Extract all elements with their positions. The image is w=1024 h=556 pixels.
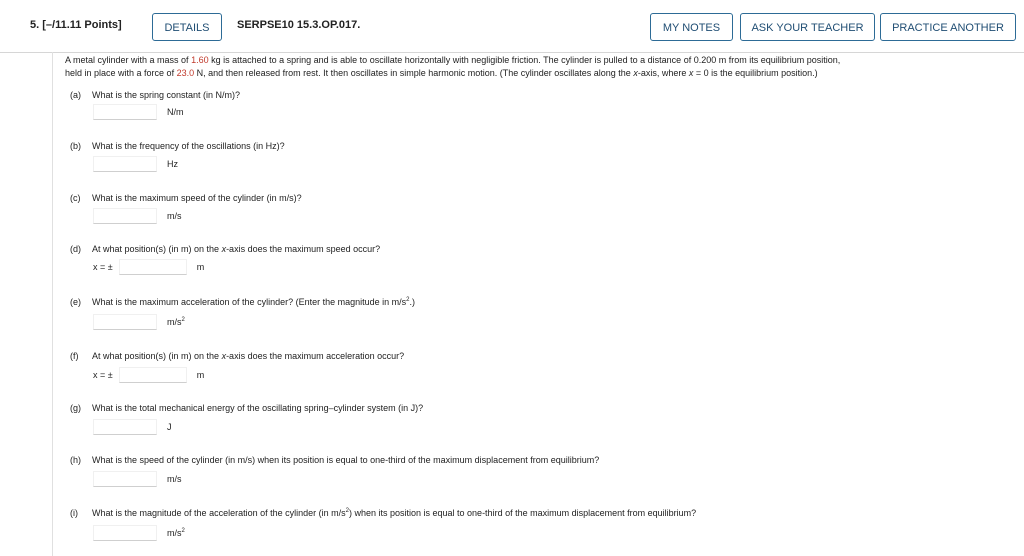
part-i-input[interactable] xyxy=(93,525,157,541)
part-e-answer: $m/s^2$ xyxy=(93,314,185,330)
part-e-question: (e) What is the maximum acceleration of the cylinder? (Enter the magnitude in $m/s^2$.) xyxy=(70,297,415,307)
part-d-answer: x = ± m xyxy=(93,259,204,275)
part-d-question: (d) At what position(s) (in m) on the x-axis does the maximum speed occur? xyxy=(70,244,381,254)
problem-statement: A metal cylinder with a mass of 1.60 kg is attached to a spring and is able to oscillate horizontally with negligible friction. The cylinder is pulled to a distance of 0.200 m from its equilibrium position, held in place with a force of 23.0 N, and then released from rest. It then oscillates in simple harmonic motion. (The cylinder oscillates along the x-axis, where x = 0 is the equilibrium position.) xyxy=(65,55,841,78)
question-number: 5. [–/11.11 Points] xyxy=(30,19,122,31)
part-d-input[interactable] xyxy=(119,259,187,275)
part-h-question: (h) What is the speed of the cylinder (in m/s) when its position is equal to one-third of the maximum displacement from equilibrium? xyxy=(70,455,600,465)
part-a-answer: N/m xyxy=(93,104,184,120)
part-b-question: (b) What is the frequency of the oscillations (in Hz)? xyxy=(70,141,285,151)
part-g-question: (g) What is the total mechanical energy of the oscillating spring–cylinder system (in J)? xyxy=(70,403,424,413)
left-divider xyxy=(52,52,53,556)
part-e-input[interactable] xyxy=(93,314,157,330)
force-value: 23.0 xyxy=(176,68,195,78)
part-h-input[interactable] xyxy=(93,471,157,487)
practice-another-button[interactable]: PRACTICE ANOTHER xyxy=(880,13,1016,41)
part-f-input[interactable] xyxy=(119,367,187,383)
part-a-question: (a) What is the spring constant (in N/m)? xyxy=(70,90,241,100)
part-c-answer: m/s xyxy=(93,208,182,224)
part-b-answer: Hz xyxy=(93,156,178,172)
details-button[interactable]: DETAILS xyxy=(152,13,222,41)
part-c-question: (c) What is the maximum speed of the cylinder (in m/s)? xyxy=(70,193,302,203)
part-c-input[interactable] xyxy=(93,208,157,224)
part-g-answer: J xyxy=(93,419,172,435)
part-a-input[interactable] xyxy=(93,104,157,120)
part-i-answer: $m/s^2$ xyxy=(93,525,185,541)
question-header xyxy=(0,0,1024,53)
my-notes-button[interactable]: MY NOTES xyxy=(650,13,733,41)
part-f-answer: x = ± m xyxy=(93,367,204,383)
mass-value: 1.60 xyxy=(191,55,209,65)
part-g-input[interactable] xyxy=(93,419,157,435)
part-f-question: (f) At what position(s) (in m) on the x-axis does the maximum acceleration occur? xyxy=(70,351,405,361)
problem-code: SERPSE10 15.3.OP.017. xyxy=(237,19,361,31)
part-h-answer: m/s xyxy=(93,471,182,487)
part-b-input[interactable] xyxy=(93,156,157,172)
ask-teacher-button[interactable]: ASK YOUR TEACHER xyxy=(740,13,875,41)
part-i-question: (i) What is the magnitude of the acceleration of the cylinder (in $m/s^2$) when its position is equal to one-third of the maximum displacement from equilibrium? xyxy=(70,508,697,518)
